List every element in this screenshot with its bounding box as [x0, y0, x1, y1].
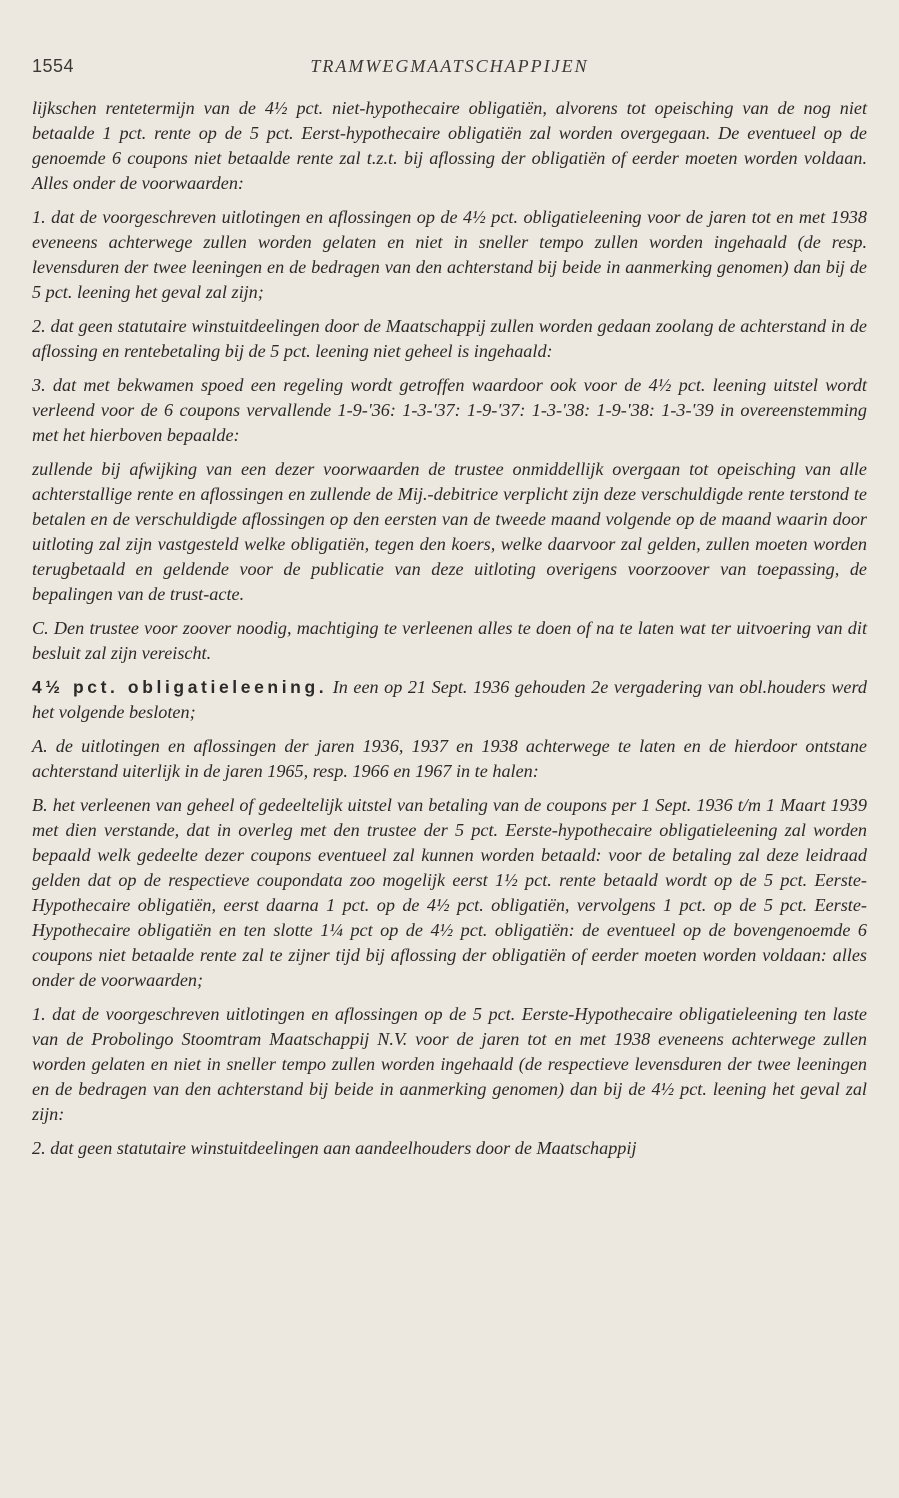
paragraph-c: C. Den trustee voor zoover noodig, machtiging te verleenen alles te doen of na te laten wat ter uitvoering van dit besluit zal zijn vereischt.	[32, 618, 867, 663]
paragraph-continuation: lijkschen rentetermijn van de 4½ pct. niet-hypothecaire obligatiën, alvorens tot opeisching van de nog niet betaalde 1 pct. rente op de 5 pct. Eerst-hypothecaire obligatiën zal worden overgegaan. De eventueel op de genoemde 6 coupons niet betaalde rente zal t.z.t. bij aflossing der obligatiën of eerder moeten worden voldaan. Alles onder de voorwaarden:	[32, 98, 867, 193]
section-heading: 4½ pct. obligatieleening.	[32, 677, 328, 697]
section-intro: In een op 21 Sept. 1936 gehouden 2e vergadering van obl.houders werd het volgende besloten;	[32, 677, 867, 722]
section-paragraph	[32, 675, 867, 725]
body-text	[32, 96, 867, 1161]
running-title: TRAMWEGMAATSCHAPPIJEN	[310, 56, 589, 76]
paragraph-b-condition-2: 2. dat geen statutaire winstuitdeelingen aan aandeelhouders door de Maatschappij	[32, 1138, 637, 1158]
paragraph-a: A. de uitlotingen en aflossingen der jaren 1936, 1937 en 1938 achterwege te laten en de hierdoor ontstane achterstand uiterlijk in de jaren 1965, resp. 1966 en 1967 in te halen:	[32, 736, 867, 781]
page-number: 1554	[32, 56, 75, 76]
paragraph-sanction: zullende bij afwijking van een dezer voorwaarden de trustee onmiddellijk overgaan tot opeisching van alle achterstallige rente en aflossingen en zullende de Mij.-debitrice verplicht zijn deze verschuldigde rente terstond te betalen en de verschuldigde aflossingen op den eersten van de tweede maand volgende op de maand waarin door uitloting zal zijn vastgesteld welke obligatiën, tegen den koers, welke daarvoor zal gelden, zullen moeten worden terugbetaald en geldende voor de publicatie van deze uitloting overigens voorzoover van toepassing, de bepalingen van de trust-acte.	[32, 459, 867, 604]
paragraph-condition-1: 1. dat de voorgeschreven uitlotingen en aflossingen op de 4½ pct. obligatieleening voor de jaren tot en met 1938 eveneens achterwege zullen worden gelaten en niet in sneller tempo zullen worden ingehaald (de resp. levensduren der twee leeningen en de bedragen van den achterstand bij beide in aanmerking genomen) dan bij de 5 pct. leening het geval zal zijn;	[32, 207, 867, 302]
paragraph-condition-2: 2. dat geen statutaire winstuitdeelingen door de Maatschappij zullen worden gedaan zoolang de achterstand in de aflossing en rentebetaling bij de 5 pct. leening niet geheel is ingehaald:	[32, 316, 867, 361]
paragraph-b-condition-1: 1. dat de voorgeschreven uitlotingen en aflossingen op de 5 pct. Eerste-Hypothecaire obligatieleening ten laste van de Probolingo Stoomtram Maatschappij N.V. voor de jaren tot en met 1938 eveneens achterwege zullen worden gelaten en niet in sneller tempo zullen worden ingehaald (de respectieve levensduren der twee leeningen en de bedragen van den achterstand bij beide in aanmerking genomen) dan bij de 4½ pct. leening het geval zal zijn:	[32, 1004, 867, 1124]
page-header	[32, 56, 867, 96]
paragraph-b: B. het verleenen van geheel of gedeeltelijk uitstel van betaling van de coupons per 1 Sept. 1936 t/m 1 Maart 1939 met dien verstande, dat in overleg met den trustee der 5 pct. Eerste-hypothecaire obligatieleening zal worden bepaald welk gedeelte dezer coupons eventueel zal kunnen worden betaald: voor de betaling zal deze leidraad gelden dat op de respectieve coupondata zoo mogelijk eerst 1½ pct. rente betaald wordt op de 5 pct. Eerste-Hypothecaire obligatiën, eerst daarna 1 pct. op de 4½ pct. obligatiën, vervolgens 1 pct. op de 5 pct. Eerste-Hypothecaire obligatiën en ten slotte 1¼ pct op de 4½ pct. obligatiën: de eventueel op de bovengenoemde 6 coupons niet betaalde rente zal te zijner tijd bij aflossing der obligatiën of eerder moeten worden voldaan: alles onder de voorwaarden;	[32, 795, 867, 990]
paragraph-condition-3: 3. dat met bekwamen spoed een regeling wordt getroffen waardoor ook voor de 4½ pct. leening uitstel wordt verleend voor de 6 coupons vervallende 1-9-'36: 1-3-'37: 1-9-'37: 1-3-'38: 1-9-'38: 1-3-'39 in overeenstemming met het hierboven bepaalde:	[32, 375, 867, 445]
